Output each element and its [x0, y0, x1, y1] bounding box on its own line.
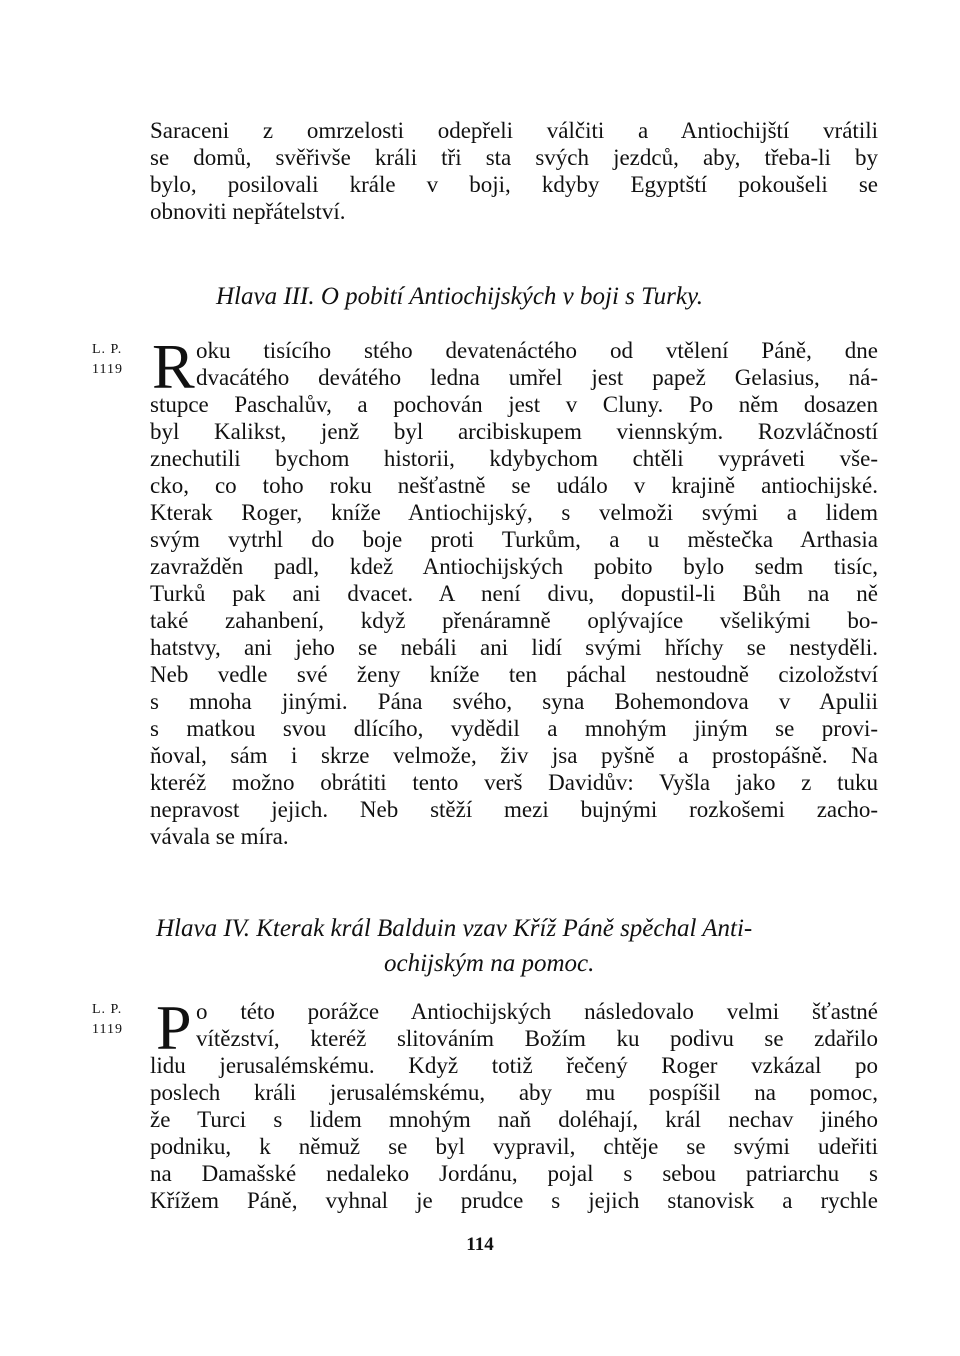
- text-line: Turků pak ani dvacet. A není divu, dopustil-li Bůh na ně: [150, 581, 878, 606]
- chapter-4-body: [150, 992, 878, 1214]
- chapter-3-heading: Hlava III. O pobití Antiochijských v boji s Turky.: [216, 283, 703, 310]
- text-line: na Damašské nedaleko Jordánu, pojal s sebou patriarchu s: [150, 1161, 878, 1186]
- chapter-3-body: [150, 331, 878, 850]
- margin-label: L. P.: [92, 342, 123, 357]
- text-line: lidu jerusalémskému. Když totiž řečený Roger vzkázal po: [150, 1053, 878, 1078]
- text-line: vítězství, kteréž slitováním Božím ku podivu se zdařilo: [196, 1026, 878, 1051]
- text-line: Saraceni z omrzelosti odepřeli válčiti a Antiochijští vrátili: [150, 118, 878, 143]
- text-line: Křížem Páně, vyhnal je prudce s jejich stanovisk a rychle: [150, 1188, 878, 1213]
- text-line: svým vytrhl do boje proti Turkům, a u městečka Arthasia: [150, 527, 878, 552]
- text-line: o této porážce Antiochijských následovalo velmi šťastné: [196, 999, 878, 1024]
- text-line: kteréž možno obrátiti tento verš Davidův: Vyšla jako z tuku: [150, 770, 878, 795]
- text-line: s mnoha jinými. Pána svého, syna Bohemondova v Apulii: [150, 689, 878, 714]
- text-line: že Turci s lidem mnohým naň doléhají, král nechav jiného: [150, 1107, 878, 1132]
- text-line: vávala se míra.: [150, 824, 289, 849]
- text-line: s matkou svou dlícího, vydědil a mnohým jiným se provi-: [150, 716, 878, 741]
- text-line: Neb vedle své ženy kníže ten páchal nestoudně cizoložství: [150, 662, 878, 687]
- text-line: dvacátého devátého ledna umřel jest papež Gelasius, ná-: [196, 365, 878, 390]
- text-line: oku tisícího stého devatenáctého od vtělení Páně, dne: [196, 338, 878, 363]
- text-line: bylo, posilovali krále v boji, kdyby Egyptští pokoušeli se: [150, 172, 878, 197]
- text-line: byl Kalikst, jenž byl arcibiskupem viennským. Rozvláčností: [150, 419, 878, 444]
- text-line: zavražděn padl, kdež Antiochijských pobito bylo sedm tisíc,: [150, 554, 878, 579]
- chapter-4-dropcap: P: [156, 992, 192, 1063]
- text-line: cko, co toho roku nešťastně se událo v krajině antiochijské.: [150, 473, 878, 498]
- page-number: 114: [466, 1234, 494, 1255]
- text-line: Kterak Roger, kníže Antiochijský, s velmoži svými a lidem: [150, 500, 878, 525]
- chapter-3-margin-note: [92, 340, 123, 380]
- text-line: ňoval, sám i skrze velmože, živ jsa pyšně a prostopášně. Na: [150, 743, 878, 768]
- text-line: nepravost jejich. Neb stěží mezi bujnými rozkošemi zacho-: [150, 797, 878, 822]
- text-line: stupce Paschalův, a pochován jest v Cluny. Po něm dosazen: [150, 392, 878, 417]
- chapter-3-dropcap: R: [152, 331, 195, 402]
- chapter-4-heading-line-1: Hlava IV. Kterak král Balduin vzav Kříž Páně spěchal Anti-: [156, 915, 753, 942]
- margin-year: 1119: [92, 362, 123, 377]
- margin-label: L. P.: [92, 1002, 123, 1017]
- chapter-4-margin-note: [92, 1000, 123, 1040]
- text-line: znechutili bychom historii, kdybychom chtěli vypráveti vše-: [150, 446, 878, 471]
- text-line: obnoviti nepřátelství.: [150, 199, 346, 224]
- text-line: podniku, k němuž se byl vypravil, chtěje se svými udeřiti: [150, 1134, 878, 1159]
- text-line: také zahanbení, když přenáramně oplývajíce všelikými bo-: [150, 608, 878, 633]
- intro-paragraph: [150, 117, 878, 225]
- text-line: hatstvy, ani jeho se nebáli ani lidí svými hříchy se nestyděli.: [150, 635, 878, 660]
- text-line: se domů, svěřivše králi tři sta svých jezdců, aby, třeba-li by: [150, 145, 878, 170]
- chapter-4-heading-line-2: ochijským na pomoc.: [384, 950, 595, 977]
- margin-year: 1119: [92, 1022, 123, 1037]
- text-line: poslech králi jerusalémskému, aby mu pospíšil na pomoc,: [150, 1080, 878, 1105]
